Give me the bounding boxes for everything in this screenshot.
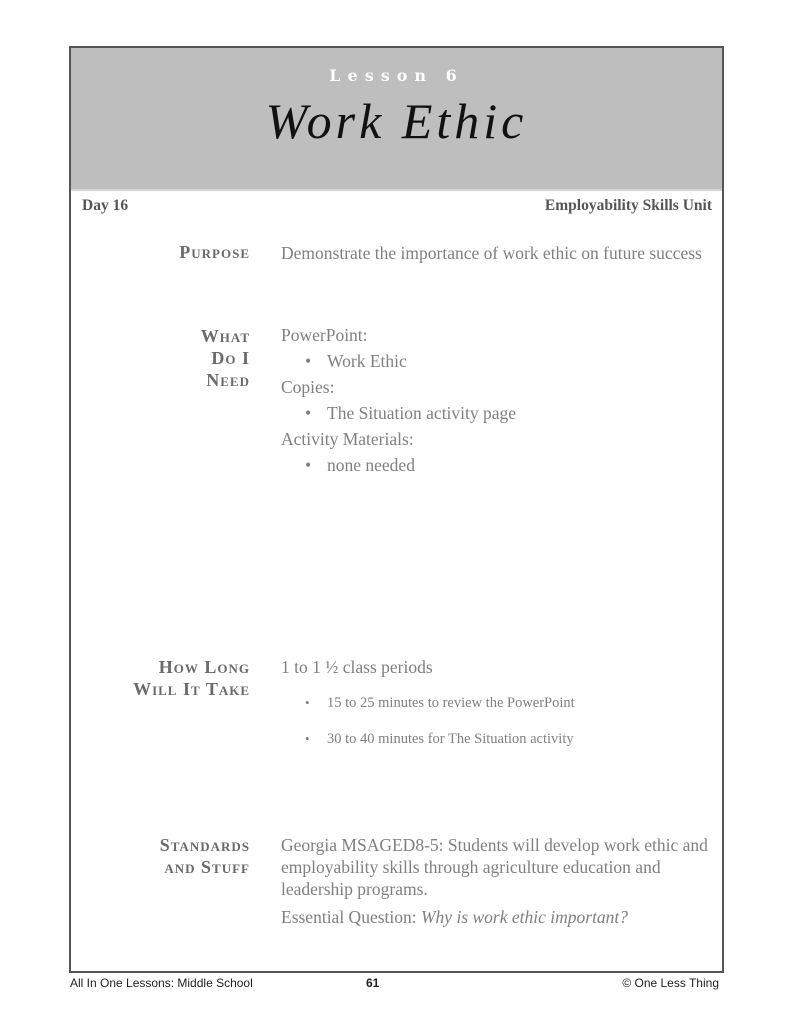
unit-label: Employability Skills Unit <box>544 197 712 214</box>
header-divider <box>71 189 722 191</box>
lesson-page-frame <box>69 46 724 973</box>
page-footer <box>0 976 791 996</box>
lesson-title: Work Ethic <box>265 93 528 149</box>
bullet-icon: • <box>305 455 312 475</box>
footer-book-title: All In One Lessons: Middle School <box>70 976 253 990</box>
essential-question-label: Essential Question: <box>281 907 421 927</box>
how-long-label <box>133 656 250 700</box>
purpose-label: Purpose <box>179 242 250 262</box>
footer-copyright: © One Less Thing <box>622 976 719 990</box>
lesson-header <box>71 48 722 189</box>
label-line: Do I <box>211 348 250 368</box>
standard-text: Georgia MSAGED8-5: Students will develop work ethic and employability skills through agriculture education and leadership programs. <box>281 835 708 899</box>
page-number: 61 <box>366 976 380 990</box>
list-item-text: 15 to 25 minutes to review the PowerPoint <box>327 695 575 711</box>
list-item-text: Work Ethic <box>327 351 407 371</box>
bullet-icon: • <box>305 731 310 746</box>
bullet-icon: • <box>305 403 312 423</box>
list-item-text: none needed <box>327 455 415 475</box>
list-item <box>281 402 711 424</box>
label-line: What <box>200 326 250 346</box>
day-label: Day 16 <box>82 197 129 214</box>
list-item-text: The Situation activity page <box>327 403 517 423</box>
materials-group-heading: Copies: <box>281 377 335 397</box>
label-line: and Stuff <box>164 857 250 877</box>
label-line: Standards <box>159 835 250 855</box>
essential-question <box>281 906 711 928</box>
list-item <box>281 350 711 372</box>
bullet-icon: • <box>305 695 310 710</box>
list-item <box>281 728 711 750</box>
standards-label <box>160 834 250 878</box>
essential-question-text: Why is work ethic important? <box>420 907 629 927</box>
label-line: Will It Take <box>133 679 250 699</box>
standards-block <box>281 834 711 932</box>
duration-block <box>281 656 711 764</box>
materials-list <box>281 324 711 480</box>
label-line: Need <box>206 370 250 390</box>
bullet-icon: • <box>305 351 312 371</box>
duration-summary: 1 to 1 ½ class periods <box>281 657 433 677</box>
purpose-text: Demonstrate the importance of work ethic on future success <box>281 243 702 263</box>
list-item-text: 30 to 40 minutes for The Situation activity <box>327 731 574 747</box>
lesson-number: Lesson 6 <box>329 66 464 85</box>
label-line: How Long <box>158 657 250 677</box>
list-item <box>281 454 711 476</box>
materials-group-heading: Activity Materials: <box>281 429 414 449</box>
what-do-i-need-label <box>201 325 250 391</box>
list-item <box>281 692 711 714</box>
materials-group-heading: PowerPoint: <box>281 325 368 345</box>
